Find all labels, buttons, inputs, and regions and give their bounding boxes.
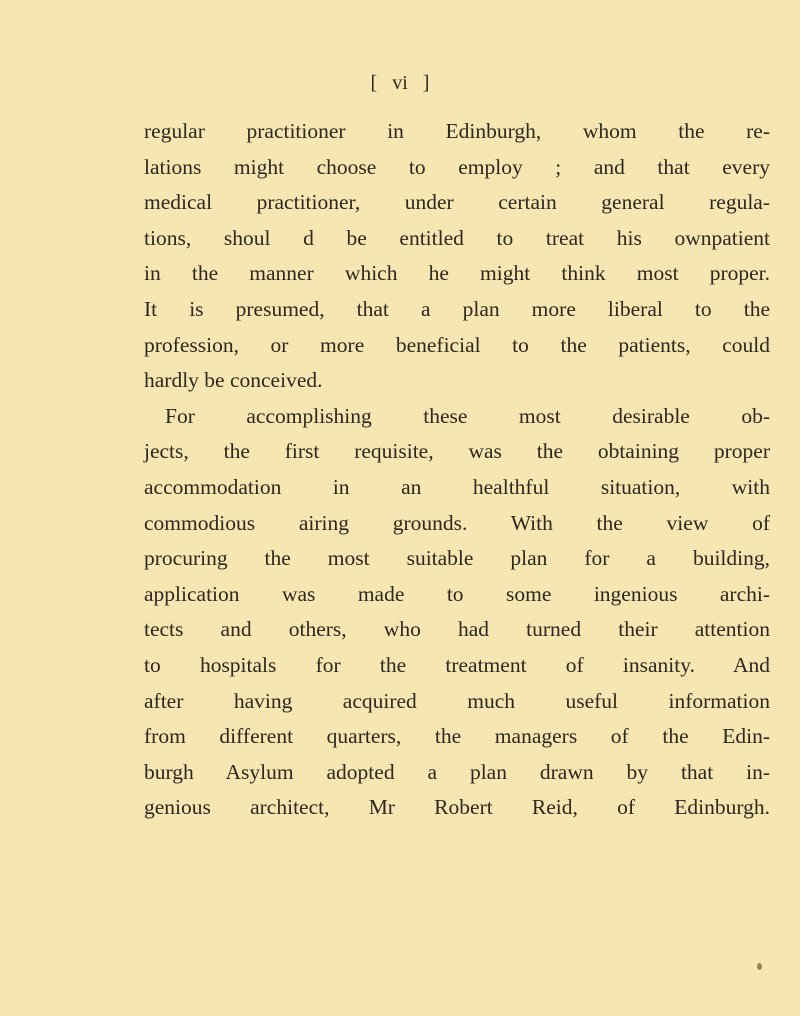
page-body-text bbox=[144, 114, 770, 826]
text-line: commodious airing grounds. With the view of bbox=[144, 510, 770, 535]
text-line: to hospitals for the treatment of insanity. And bbox=[144, 652, 770, 677]
text-line: genious architect, Mr Robert Reid, of Edinburgh. bbox=[144, 795, 770, 820]
page-number-header: [ vi ] bbox=[370, 72, 430, 94]
text-line: application was made to some ingenious archi- bbox=[144, 581, 770, 606]
text-line: tions, shoul d be entitled to treat his ownpatient bbox=[144, 225, 770, 250]
text-line: procuring the most suitable plan for a building, bbox=[144, 546, 770, 571]
text-line: from different quarters, the managers of the Edin- bbox=[144, 724, 770, 749]
text-line: lations might choose to employ ; and that every bbox=[144, 154, 770, 179]
text-line: tects and others, who had turned their attention bbox=[144, 617, 770, 642]
ink-spot bbox=[757, 963, 762, 970]
text-line: medical practitioner, under certain general regula- bbox=[144, 190, 770, 215]
text-line: regular practitioner in Edinburgh, whom the re- bbox=[144, 119, 770, 143]
paragraph-start-line: For accomplishing these most desirable ob- bbox=[165, 403, 770, 428]
text-line: accommodation in an healthful situation, with bbox=[144, 474, 770, 499]
text-line: It is presumed, that a plan more liberal to the bbox=[144, 296, 770, 321]
text-line: profession, or more beneficial to the patients, could bbox=[144, 332, 770, 357]
text-line: in the manner which he might think most proper. bbox=[144, 261, 770, 286]
text-line: burgh Asylum adopted a plan drawn by that in- bbox=[144, 759, 770, 784]
text-line: jects, the first requisite, was the obtaining proper bbox=[144, 439, 770, 464]
text-line: after having acquired much useful information bbox=[144, 688, 770, 713]
text-line: hardly be conceived. bbox=[144, 368, 323, 393]
